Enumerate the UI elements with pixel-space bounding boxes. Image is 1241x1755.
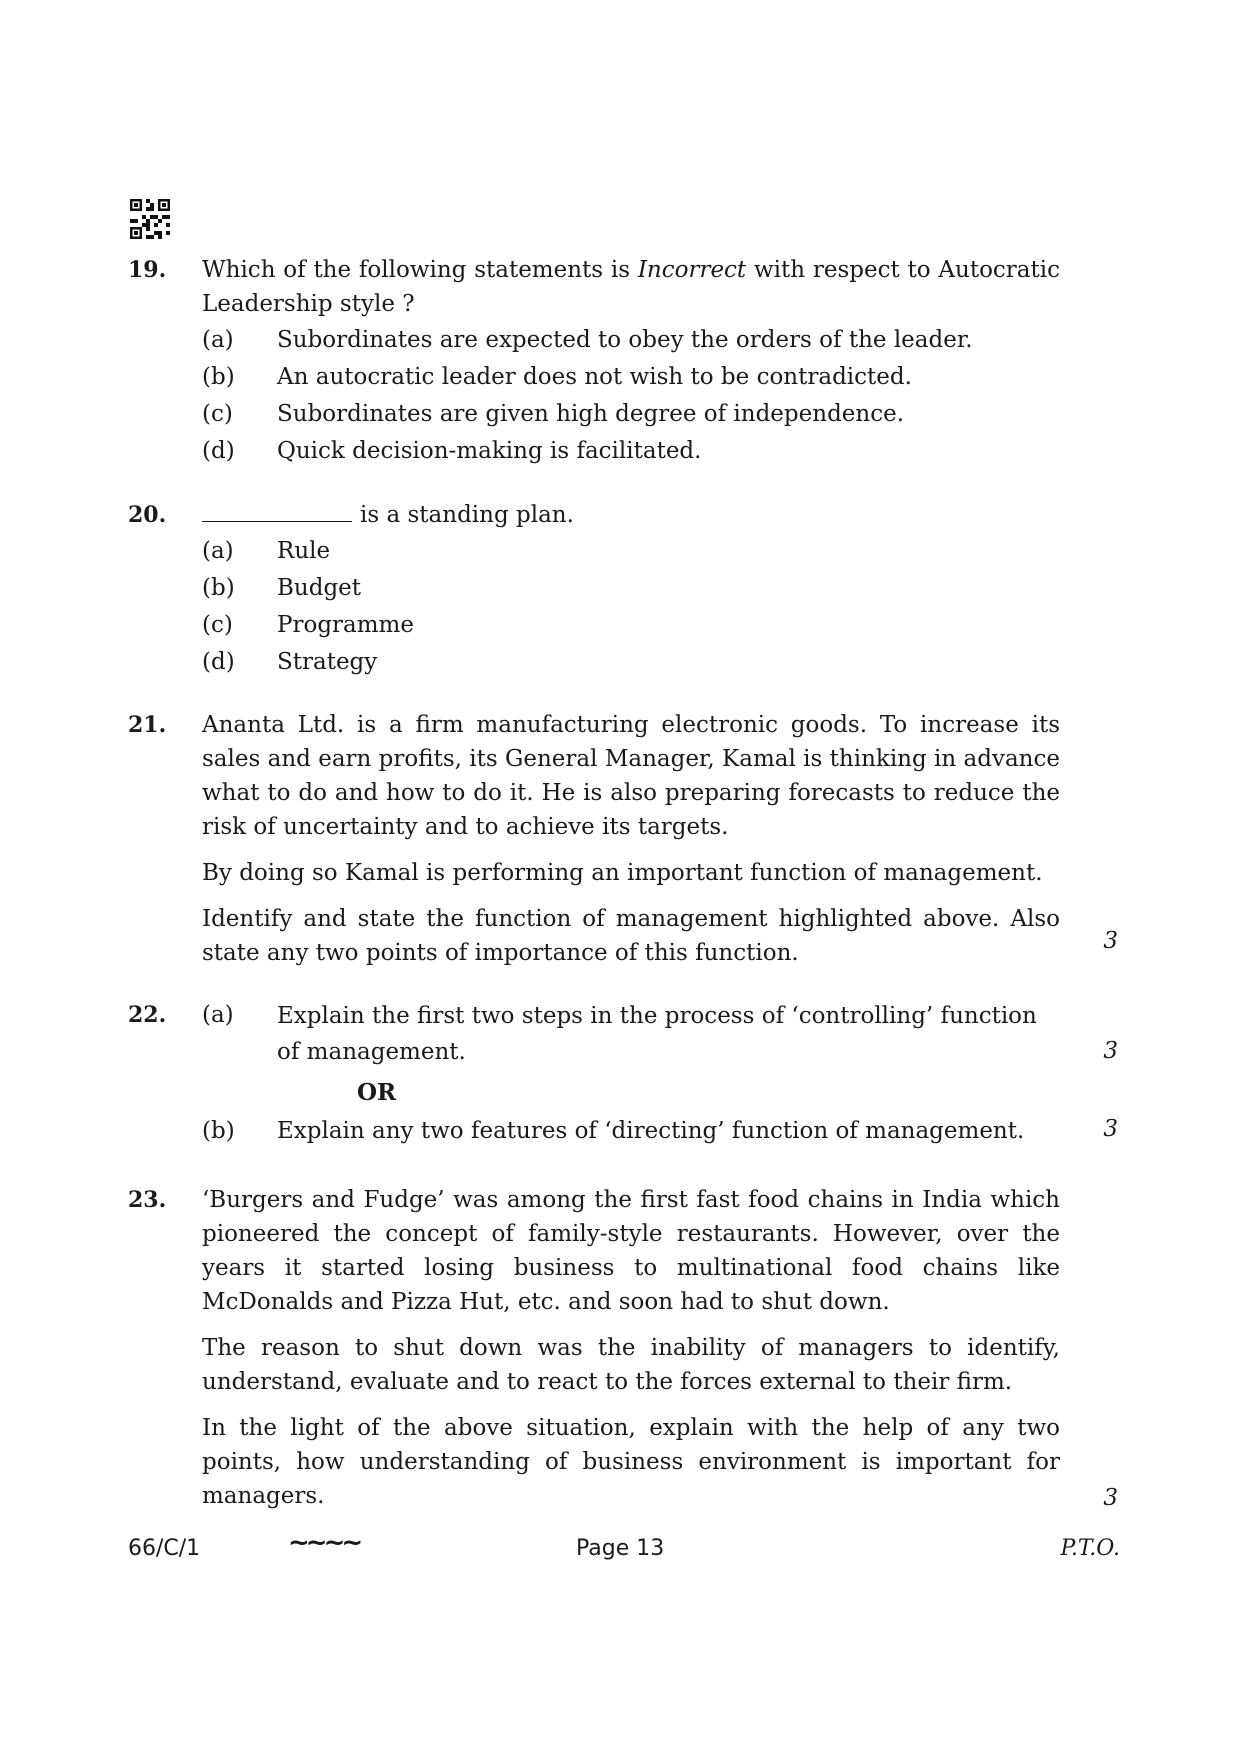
option-b: (b) An autocratic leader does not wish to be contradicted. [202,364,912,390]
question-paragraph: In the light of the above situation, explain with the help of any two points, how understanding of business environment is important for managers. [202,1415,1060,1509]
question-number: 19. [128,257,167,283]
fill-in-blank [202,499,352,522]
marks: 3 [1103,1485,1118,1511]
marks: 3 [1103,928,1118,954]
question-paragraph: Identify and state the function of management highlighted above. Also state any two points of importance of this function. [202,906,1060,966]
option-b: (b) Explain any two features of ‘directing’ function of management. [202,1118,1025,1144]
paper-code: 66/C/1 [128,1536,201,1561]
wave-ornament: ~~~~ [288,1528,360,1558]
option-a: (a) Rule [202,538,331,564]
option-c: (c) Programme [202,612,414,638]
question-stem: Which of the following statements is Incorrect with respect to Autocratic Leadership style ? [202,257,1060,317]
pto-label: P.T.O. [1060,1536,1120,1561]
option-a: (a) Subordinates are expected to obey the orders of the leader. [202,327,973,353]
question-paragraph: The reason to shut down was the inability of managers to identify, understand, evaluate and to react to the forces external to their firm. [202,1335,1060,1395]
question-number: 22. [128,1002,167,1028]
option-d: (d) Quick decision-making is facilitated. [202,438,702,464]
marks: 3 [1103,1038,1118,1064]
question-paragraph: Ananta Ltd. is a firm manufacturing electronic goods. To increase its sales and earn profits, its General Manager, Kamal is thinking in advance what to do and how to do it. He is also preparing forecasts to reduce the risk of uncertainty and to achieve its targets. [202,712,1060,840]
question-number: 23. [128,1187,167,1213]
question-paragraph: ‘Burgers and Fudge’ was among the first fast food chains in India which pioneered the concept of family-style restaurants. However, over the years it started losing business to multinational food chains like McDonalds and Pizza Hut, etc. and soon had to shut down. [202,1187,1060,1315]
option-b: (b) Budget [202,575,362,601]
option-c: (c) Subordinates are given high degree of independence. [202,401,905,427]
page-footer [128,1528,1120,1566]
qr-code-icon [130,199,170,239]
question-stem: is a standing plan. [202,498,1060,532]
page-number: Page 13 [576,1536,665,1561]
question-paragraph: By doing so Kamal is performing an important function of management. [202,860,1043,886]
option-d: (d) Strategy [202,649,378,675]
question-number: 20. [128,502,167,528]
or-separator: OR [357,1079,397,1106]
marks: 3 [1103,1116,1118,1142]
option-a: (a) Explain the first two steps in the process of ‘controlling’ function of management. [202,1002,1037,1065]
question-number: 21. [128,712,167,738]
